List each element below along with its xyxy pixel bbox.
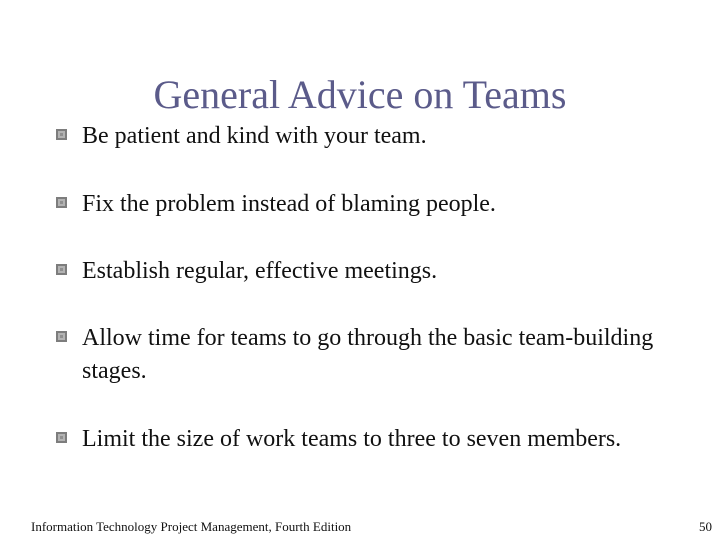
bullet-item [52,423,682,456]
square-bullet-icon [56,264,67,275]
bullet-item [52,322,682,388]
bullet-item [52,120,682,153]
square-bullet-icon [56,129,67,140]
bullet-marker [52,255,82,275]
bullet-marker [52,322,82,342]
square-bullet-icon [56,197,67,208]
bullet-marker [52,423,82,443]
bullet-item [52,255,682,288]
bullet-text: Establish regular, effective meetings. [82,258,438,284]
page-number: 50 [699,519,712,534]
bullet-text: Limit the size of work teams to three to seven members. [82,426,622,452]
slide-title: General Advice on Teams [153,71,567,117]
square-bullet-icon [56,432,67,443]
bullet-text: Fix the problem instead of blaming people. [82,191,496,217]
bullet-marker [52,120,82,140]
bullet-marker [52,188,82,208]
bullet-text: Be patient and kind with your team. [82,123,427,149]
slide-footer: Information Technology Project Management, Fourth Edition [31,519,352,534]
square-bullet-icon [56,331,67,342]
bullet-text: Allow time for teams to go through the basic team-building stages. [82,325,654,384]
bullet-item [52,188,682,221]
